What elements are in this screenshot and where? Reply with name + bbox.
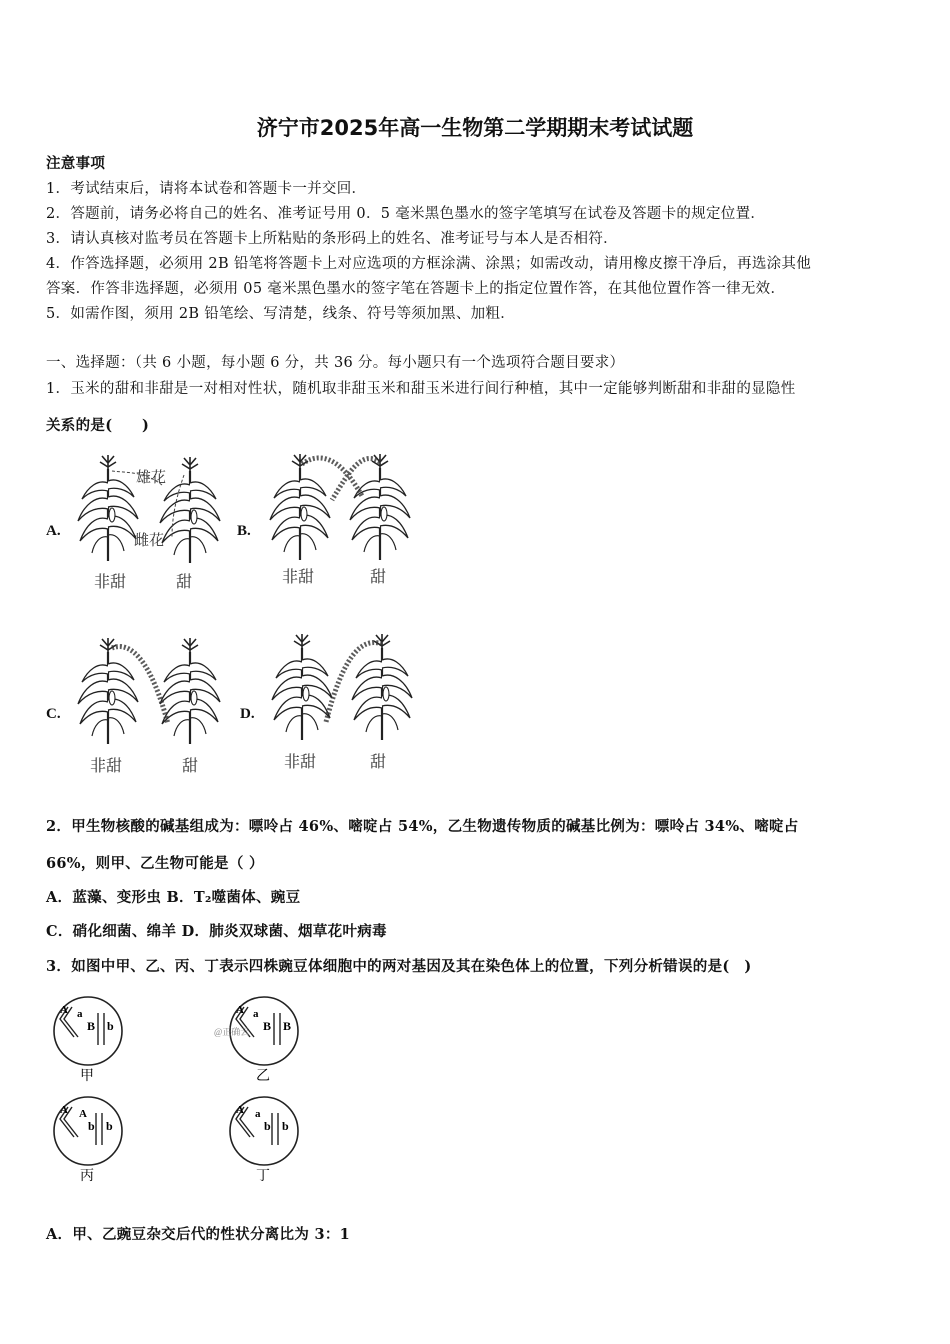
q3-stem: 3．如图中甲、乙、丙、丁表示四株豌豆体细胞中的两对基因及其在染色体上的位置，下列分析错误的是( ) <box>46 958 752 975</box>
page-title: 济宁市2025年高一生物第二学期期末考试试题 <box>256 116 694 140</box>
gene-label: b <box>282 1119 289 1133</box>
gene-label: B <box>283 1019 292 1033</box>
option-c-label: C. <box>46 706 61 722</box>
gene-label: a <box>77 1008 83 1020</box>
figure-a <box>72 455 232 595</box>
cell-caption: 甲 <box>80 1069 94 1084</box>
gene-label: a <box>253 1008 259 1020</box>
gene-label: A <box>60 1104 68 1116</box>
option-d-label: D. <box>240 706 255 722</box>
cell-caption: 乙 <box>256 1069 270 1084</box>
gene-label: b <box>88 1119 95 1133</box>
gene-label: A <box>236 1104 244 1116</box>
q3-cell-figure <box>46 993 366 1193</box>
q2-options-ab: A．蓝藻、变形虫 B．T₂噬菌体、豌豆 <box>46 889 301 906</box>
gene-label: b <box>106 1119 113 1133</box>
nonsweet-label: 非甜 <box>90 758 123 775</box>
notice-item: 2．答题前，请务必将自己的姓名、准考证号用 0．5 毫米黑色墨水的签字笔填写在试卷及答题卡的规定位置． <box>46 206 766 222</box>
gene-label: b <box>107 1019 114 1033</box>
notice-heading: 注意事项 <box>46 155 106 172</box>
option-a-label: A. <box>46 523 61 539</box>
cell-caption: 丁 <box>256 1169 270 1184</box>
notice-item: 4．作答选择题，必须用 2B 铅笔将答题卡上对应选项的方框涂满、涂黑；如需改动，请用橡皮擦干净后，再选涂其他 <box>46 256 812 272</box>
cell-ding <box>230 1097 298 1184</box>
q1-stem: 1．玉米的甜和非甜是一对相对性状，随机取非甜玉米和甜玉米进行间行种植，其中一定能够判断甜和非甜的显隐性 <box>46 381 796 397</box>
gene-label: B <box>263 1019 272 1033</box>
cell-yi <box>214 997 298 1084</box>
sweet-label: 甜 <box>182 758 199 775</box>
gene-label: a <box>255 1108 261 1120</box>
q2-stem-cont: 66%，则甲、乙生物可能是（ ） <box>46 855 264 872</box>
q2-stem: 2．甲生物核酸的碱基组成为：嘌呤占 46%、嘧啶占 54%，乙生物遗传物质的碱基比例为：嘌呤占 34%、嘧啶占 <box>46 818 799 835</box>
sweet-label: 甜 <box>176 574 193 591</box>
notice-item: 答案．作答非选择题，必须用 05 毫米黑色墨水的签字笔在答题卡上的指定位置作答，在其他位置作答一律无效． <box>46 281 786 297</box>
nonsweet-label: 非甜 <box>284 754 317 771</box>
notice-item: 5．如需作图，须用 2B 铅笔绘、写清楚，线条、符号等须加黑、加粗． <box>46 306 516 322</box>
gene-label: B <box>87 1019 96 1033</box>
cell-jia <box>54 997 122 1084</box>
figure-b <box>262 450 422 590</box>
gene-label: A <box>60 1004 68 1016</box>
q1-stem-cont: 关系的是( ) <box>46 417 150 434</box>
nonsweet-label: 非甜 <box>282 569 315 586</box>
notice-item: 1．考试结束后，请将本试卷和答题卡一并交回． <box>46 181 367 197</box>
male-flower-label: 雄花 <box>136 470 167 486</box>
option-b-label: B. <box>237 523 251 539</box>
gene-label: A <box>79 1108 87 1120</box>
section-heading: 一、选择题：（共 6 小题，每小题 6 分，共 36 分。每小题只有一个选项符合题目要求） <box>46 355 625 371</box>
q3-option-a: A．甲、乙豌豆杂交后代的性状分离比为 3：1 <box>46 1226 351 1243</box>
sweet-label: 甜 <box>370 569 387 586</box>
female-flower-label: 雌花 <box>134 533 165 549</box>
gene-label: b <box>264 1119 271 1133</box>
pollen-path <box>302 458 380 500</box>
q2-options-cd: C．硝化细菌、绵羊 D．肺炎双球菌、烟草花叶病毒 <box>46 923 387 940</box>
figure-d <box>264 630 424 775</box>
nonsweet-label: 非甜 <box>94 574 127 591</box>
sweet-label: 甜 <box>370 754 387 771</box>
cell-bing <box>54 1097 122 1184</box>
gene-label: A <box>236 1004 244 1016</box>
notice-item: 3．请认真核对监考员在答题卡上所粘贴的条形码上的姓名、准考证号与本人是否相符． <box>46 231 618 247</box>
watermark: @正确云 <box>214 1027 250 1037</box>
figure-c <box>72 634 232 779</box>
cell-caption: 丙 <box>80 1169 94 1184</box>
